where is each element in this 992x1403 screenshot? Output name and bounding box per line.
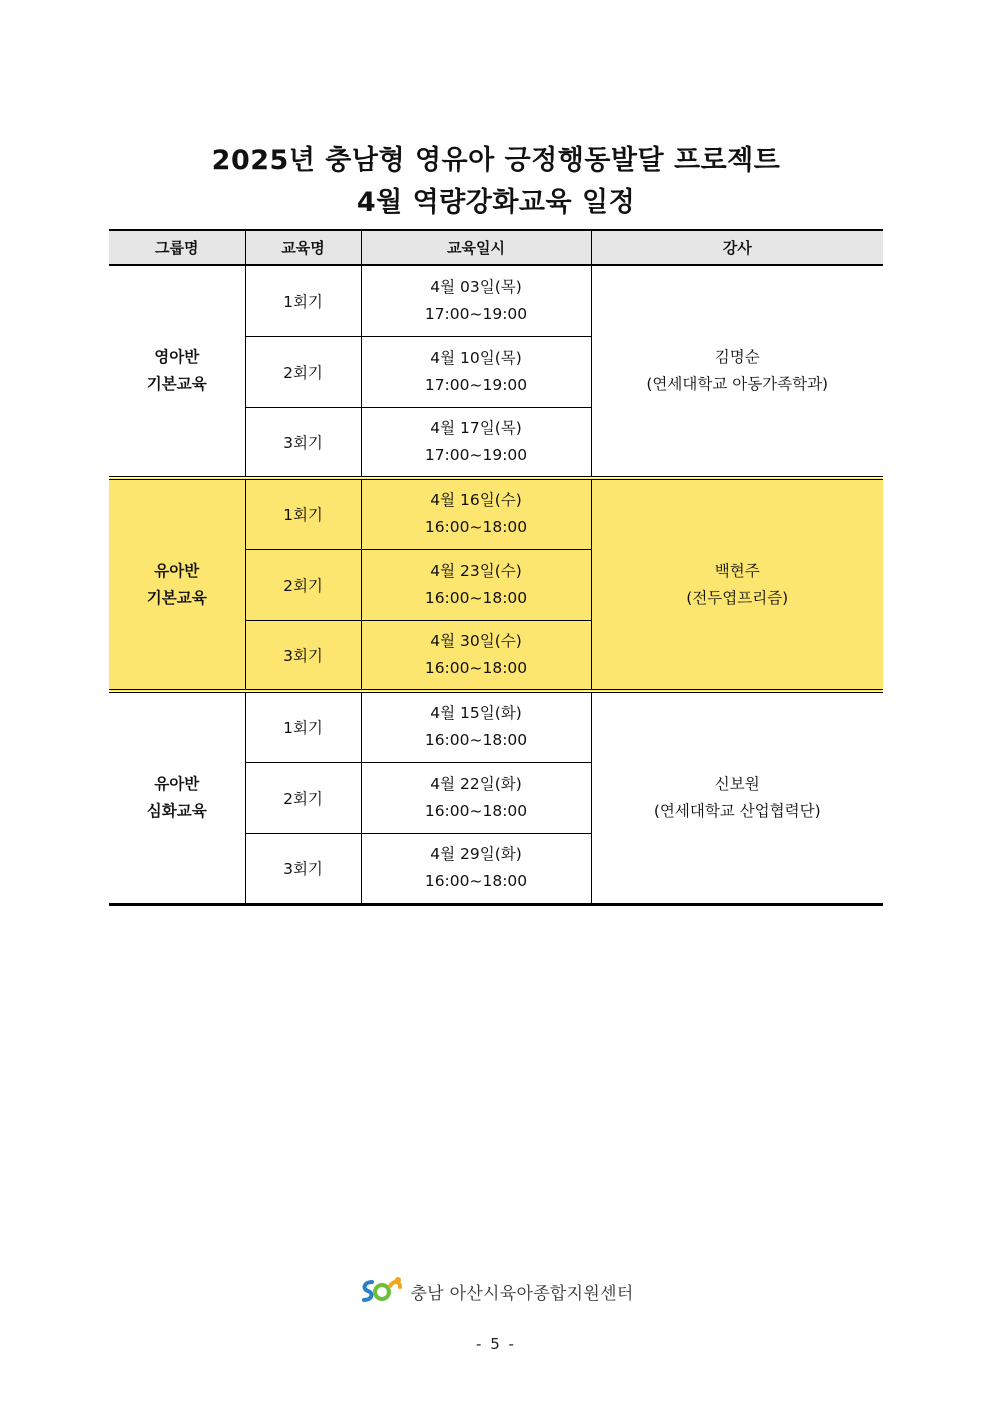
- session-time: 17:00~19:00: [424, 445, 528, 464]
- page-number: - 5 -: [476, 1335, 516, 1353]
- session-time: 17:00~19:00: [424, 304, 528, 323]
- session-datetime: [361, 478, 591, 549]
- group-name-line2: 기본교육: [146, 375, 207, 393]
- instructor-org: (연세대학교 아동가족학과): [646, 375, 829, 393]
- document-title: 2025년 충남형 영유아 긍정행동발달 프로젝트: [211, 145, 781, 176]
- session-datetime: [361, 833, 591, 904]
- session-datetime: [361, 620, 591, 691]
- session-datetime: [361, 265, 591, 336]
- session-time: 17:00~19:00: [424, 375, 528, 394]
- session-time: 16:00~18:00: [424, 518, 528, 537]
- header-group: 그룹명: [109, 230, 245, 265]
- table-row: [109, 478, 883, 549]
- header-instructor: 강사: [591, 230, 883, 265]
- instructor-name: 신보원: [714, 774, 760, 793]
- session-date: 4월 16일(수): [430, 491, 522, 510]
- group-name-line1: 유아반: [154, 561, 200, 580]
- session-date: 4월 03일(목): [430, 277, 522, 296]
- session-datetime: [361, 549, 591, 620]
- session-date: 4월 23일(수): [430, 561, 522, 580]
- session-label: 1회기: [245, 691, 361, 762]
- instructor-cell: [591, 478, 883, 691]
- session-time: 16:00~18:00: [424, 872, 528, 890]
- table-row: [109, 265, 883, 336]
- table-header-row: [109, 230, 883, 265]
- session-date: 4월 10일(목): [430, 348, 522, 367]
- group-name-line1: 유아반: [154, 774, 200, 793]
- group-name-line1: 영아반: [154, 348, 200, 366]
- schedule-table: [109, 229, 883, 906]
- group-cell: [109, 265, 245, 478]
- session-date: 4월 22일(화): [430, 774, 522, 793]
- session-date: 4월 30일(수): [430, 631, 522, 650]
- center-logo-icon: [358, 1276, 404, 1306]
- session-time: 16:00~18:00: [424, 731, 528, 750]
- table-row: [109, 691, 883, 762]
- session-time: 16:00~18:00: [424, 658, 528, 677]
- group-cell: [109, 691, 245, 904]
- group-name-line2: 기본교육: [146, 588, 207, 607]
- instructor-name: 백현주: [714, 561, 760, 580]
- session-label: 2회기: [245, 336, 361, 407]
- session-label: 3회기: [245, 407, 361, 478]
- organization-name: 충남 아산시육아종합지원센터: [410, 1283, 634, 1304]
- instructor-org: (전두엽프리즘): [686, 588, 789, 607]
- session-datetime: [361, 336, 591, 407]
- document-subtitle: 4월 역량강화교육 일정: [356, 187, 636, 218]
- session-label: 2회기: [245, 762, 361, 833]
- footer-logo: [0, 1276, 992, 1306]
- session-datetime: [361, 407, 591, 478]
- header-course: 교육명: [245, 230, 361, 265]
- session-date: 4월 15일(화): [430, 704, 522, 723]
- session-label: 3회기: [245, 833, 361, 904]
- instructor-cell: [591, 265, 883, 478]
- session-label: 3회기: [245, 620, 361, 691]
- session-datetime: [361, 691, 591, 762]
- instructor-name: 김명순: [714, 348, 760, 366]
- session-time: 16:00~18:00: [424, 801, 528, 820]
- instructor-org: (연세대학교 산업협력단): [653, 801, 821, 820]
- session-date: 4월 29일(화): [430, 845, 522, 863]
- session-date: 4월 17일(목): [430, 418, 522, 437]
- session-datetime: [361, 762, 591, 833]
- group-cell: [109, 478, 245, 691]
- session-label: 1회기: [245, 478, 361, 549]
- session-time: 16:00~18:00: [424, 588, 528, 607]
- instructor-cell: [591, 691, 883, 904]
- group-name-line2: 심화교육: [146, 801, 207, 820]
- header-datetime: 교육일시: [361, 230, 591, 265]
- session-label: 1회기: [245, 265, 361, 336]
- session-label: 2회기: [245, 549, 361, 620]
